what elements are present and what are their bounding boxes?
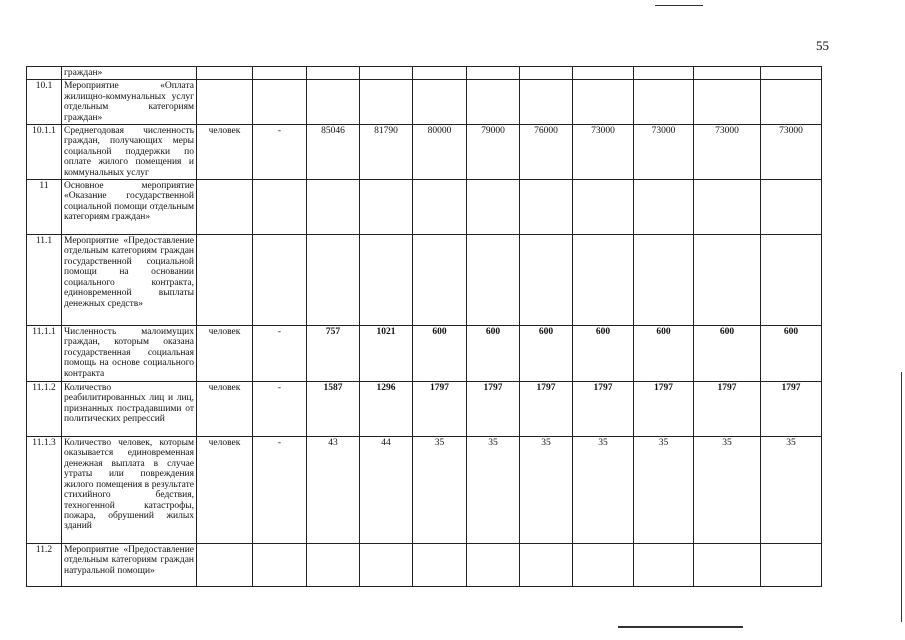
- row-base-cell: [253, 180, 307, 235]
- row-value-cell: [634, 80, 694, 125]
- row-name-cell: Численность малоимущих граждан, которым оказана государственная социальная помощь на основе социального контракта: [62, 326, 197, 382]
- row-value-cell: [520, 235, 573, 326]
- row-value-cell: [467, 235, 520, 326]
- row-base-cell: -: [253, 382, 307, 437]
- row-value-cell: 600: [634, 326, 694, 382]
- row-value-cell: 1797: [694, 382, 761, 437]
- row-unit-cell: человек: [197, 326, 253, 382]
- table-row: [27, 382, 822, 437]
- row-value-cell: [761, 180, 822, 235]
- row-value-cell: [360, 235, 413, 326]
- row-value-cell: 1797: [634, 382, 694, 437]
- table-row: [27, 125, 822, 180]
- row-name-cell: Мероприятие «Предоставление отдельным категориям граждан натуральной помощи»: [62, 544, 197, 587]
- row-value-cell: [413, 180, 467, 235]
- row-base-cell: [253, 67, 307, 80]
- row-value-cell: [413, 544, 467, 587]
- row-unit-cell: [197, 80, 253, 125]
- table-row: [27, 80, 822, 125]
- row-unit-cell: [197, 544, 253, 587]
- row-value-cell: [360, 544, 413, 587]
- row-value-cell: 757: [307, 326, 360, 382]
- row-value-cell: 1797: [413, 382, 467, 437]
- row-value-cell: 1797: [573, 382, 634, 437]
- row-name-cell: Основное мероприятие «Оказание государственной социальной помощи отдельным категориям граждан»: [62, 180, 197, 235]
- table-row: [27, 544, 822, 587]
- row-value-cell: 79000: [467, 125, 520, 180]
- row-base-cell: [253, 235, 307, 326]
- row-value-cell: 35: [694, 437, 761, 544]
- row-value-cell: [761, 544, 822, 587]
- row-value-cell: [307, 544, 360, 587]
- row-value-cell: 1296: [360, 382, 413, 437]
- row-value-cell: 1797: [520, 382, 573, 437]
- row-code-cell: 11.2: [27, 544, 62, 587]
- row-value-cell: 73000: [694, 125, 761, 180]
- row-value-cell: [573, 544, 634, 587]
- row-code-cell: 11.1.2: [27, 382, 62, 437]
- row-base-cell: -: [253, 437, 307, 544]
- row-value-cell: [413, 235, 467, 326]
- row-value-cell: [694, 67, 761, 80]
- row-value-cell: 35: [413, 437, 467, 544]
- row-value-cell: 600: [761, 326, 822, 382]
- row-value-cell: [360, 80, 413, 125]
- row-value-cell: 80000: [413, 125, 467, 180]
- row-value-cell: 1587: [307, 382, 360, 437]
- row-value-cell: [634, 235, 694, 326]
- table-row: [27, 326, 822, 382]
- row-value-cell: [307, 180, 360, 235]
- row-name-cell: Количество человек, которым оказывается единовременная денежная выплата в случае утраты или повреждения жилого помещения в результате стихийного бедствия, техногенной катастрофы, пожара, обрушений жилых зданий: [62, 437, 197, 544]
- row-value-cell: [413, 67, 467, 80]
- row-value-cell: [360, 67, 413, 80]
- row-value-cell: [694, 180, 761, 235]
- bottom-scan-mark: [618, 626, 743, 628]
- row-base-cell: [253, 544, 307, 587]
- row-value-cell: [307, 235, 360, 326]
- row-code-cell: [27, 67, 62, 80]
- row-value-cell: 600: [467, 326, 520, 382]
- row-value-cell: 81790: [360, 125, 413, 180]
- row-value-cell: 600: [413, 326, 467, 382]
- row-value-cell: [573, 80, 634, 125]
- row-value-cell: [694, 544, 761, 587]
- table-row: [27, 67, 822, 80]
- row-value-cell: 73000: [634, 125, 694, 180]
- row-value-cell: [634, 180, 694, 235]
- row-unit-cell: [197, 180, 253, 235]
- row-value-cell: [520, 67, 573, 80]
- row-value-cell: [467, 180, 520, 235]
- row-value-cell: [694, 235, 761, 326]
- row-code-cell: 11.1.1: [27, 326, 62, 382]
- row-value-cell: 76000: [520, 125, 573, 180]
- row-name-cell: граждан»: [62, 67, 197, 80]
- row-value-cell: 85046: [307, 125, 360, 180]
- indicators-table: [26, 66, 822, 587]
- row-value-cell: [761, 80, 822, 125]
- row-code-cell: 11: [27, 180, 62, 235]
- top-scan-mark: [655, 5, 703, 6]
- row-value-cell: [520, 180, 573, 235]
- row-name-cell: Среднегодовая численность граждан, получающих меры социальной поддержки по оплате жилого помещения и коммунальных услуг: [62, 125, 197, 180]
- row-value-cell: 35: [520, 437, 573, 544]
- row-value-cell: 1021: [360, 326, 413, 382]
- row-value-cell: [634, 67, 694, 80]
- row-value-cell: [360, 180, 413, 235]
- row-value-cell: [761, 67, 822, 80]
- row-value-cell: [573, 235, 634, 326]
- row-value-cell: [694, 80, 761, 125]
- row-unit-cell: [197, 235, 253, 326]
- row-value-cell: 44: [360, 437, 413, 544]
- row-value-cell: 73000: [573, 125, 634, 180]
- table-row: [27, 235, 822, 326]
- row-code-cell: 11.1: [27, 235, 62, 326]
- row-base-cell: -: [253, 326, 307, 382]
- row-value-cell: [467, 67, 520, 80]
- row-value-cell: [520, 544, 573, 587]
- table-row: [27, 180, 822, 235]
- row-value-cell: [413, 80, 467, 125]
- row-name-cell: Мероприятие «Оплата жилищно-коммунальных услуг отдельным категориям граждан»: [62, 80, 197, 125]
- row-name-cell: Мероприятие «Предоставление отдельным категориям граждан государственной социальной помощи на основании социального контракта, единовременной выплаты денежных средств»: [62, 235, 197, 326]
- row-value-cell: [520, 80, 573, 125]
- right-edge-scan-line: [901, 372, 902, 622]
- row-unit-cell: человек: [197, 125, 253, 180]
- row-value-cell: 35: [761, 437, 822, 544]
- row-value-cell: 600: [694, 326, 761, 382]
- row-value-cell: [573, 180, 634, 235]
- row-value-cell: 35: [467, 437, 520, 544]
- row-name-cell: Количество реабилитированных лиц и лиц, признанных пострадавшими от политических репрессий: [62, 382, 197, 437]
- row-value-cell: 1797: [761, 382, 822, 437]
- table-row: [27, 437, 822, 544]
- row-value-cell: [573, 67, 634, 80]
- row-value-cell: [467, 544, 520, 587]
- row-base-cell: -: [253, 125, 307, 180]
- page-number: 55: [816, 38, 829, 53]
- row-value-cell: 73000: [761, 125, 822, 180]
- row-value-cell: [467, 80, 520, 125]
- row-value-cell: 600: [573, 326, 634, 382]
- row-code-cell: 10.1.1: [27, 125, 62, 180]
- row-value-cell: 35: [634, 437, 694, 544]
- row-unit-cell: [197, 67, 253, 80]
- row-value-cell: [307, 80, 360, 125]
- row-value-cell: 35: [573, 437, 634, 544]
- row-value-cell: [307, 67, 360, 80]
- row-code-cell: 10.1: [27, 80, 62, 125]
- row-value-cell: [761, 235, 822, 326]
- row-unit-cell: человек: [197, 437, 253, 544]
- row-value-cell: [634, 544, 694, 587]
- row-base-cell: [253, 80, 307, 125]
- row-value-cell: 43: [307, 437, 360, 544]
- row-value-cell: 600: [520, 326, 573, 382]
- row-unit-cell: человек: [197, 382, 253, 437]
- row-code-cell: 11.1.3: [27, 437, 62, 544]
- row-value-cell: 1797: [467, 382, 520, 437]
